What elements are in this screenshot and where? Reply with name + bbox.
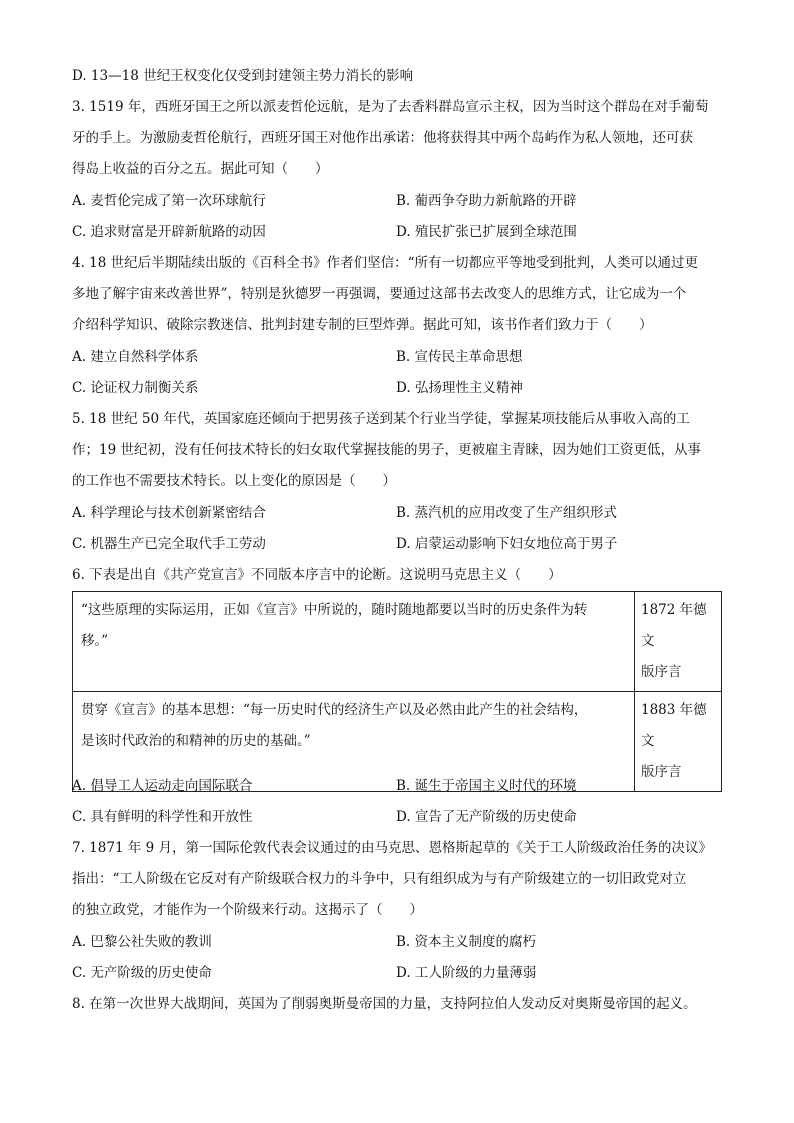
- source-line: 1872 年德文: [641, 602, 707, 649]
- q4-option-d: D. 弘扬理性主义精神: [396, 380, 523, 396]
- q5-option-b: B. 蒸汽机的应用改变了生产组织形式: [396, 505, 618, 521]
- q5-option-a: A. 科学理论与技术创新紧密结合: [72, 505, 266, 521]
- q7-stem-line-1: 7. 1871 年 9 月，第一国际伦敦代表会议通过的由马克思、恩格斯起草的《关于工人阶级政治任务的决议》: [72, 840, 712, 856]
- quote-line: 贯穿《宣言》的基本思想：“每一历史时代的经济生产以及必然由此产生的社会结构，: [81, 702, 588, 718]
- q7-option-c: C. 无产阶级的历史使命: [72, 965, 212, 981]
- q7-option-a: A. 巴黎公社失败的教训: [72, 934, 212, 950]
- q6-option-d: D. 宣告了无产阶级的历史使命: [396, 809, 577, 825]
- q6-source-table: [72, 591, 722, 792]
- q5-stem-line-1: 5. 18 世纪 50 年代，英国家庭还倾向于把男孩子送到某个行业当学徒，掌握某项技能后从事收入高的工: [72, 411, 690, 427]
- table-cell-source: [635, 692, 722, 792]
- table-cell-quote: [73, 592, 635, 692]
- q5-stem-line-3: 的工作也不需要技术特长。以上变化的原因是（ ）: [72, 473, 396, 489]
- q4-stem-line-2: 多地了解宇宙来改善世界”，特别是狄德罗一再强调，要通过这部书去改变人的思维方式，让它成为一个: [72, 286, 687, 302]
- q6-option-b: B. 诞生于帝国主义时代的环境: [396, 778, 577, 794]
- q3-option-b: B. 葡西争夺助力新航路的开辟: [396, 193, 577, 209]
- quote-line: 是该时代政治的和精神的历史的基础。”: [81, 733, 311, 749]
- q3-option-a: A. 麦哲伦完成了第一次环球航行: [72, 193, 266, 209]
- quote-line: 移。”: [81, 633, 109, 649]
- q6-stem: 6. 下表是出自《共产党宣言》不同版本序言中的论断。这说明马克思主义（ ）: [72, 567, 562, 583]
- q3-stem-line-2: 牙的手上。为激励麦哲伦航行，西班牙国王对他作出承诺：他将获得其中两个岛屿作为私人领地，还可获: [72, 130, 693, 146]
- source-line: 版序言: [641, 664, 682, 680]
- q3-option-c: C. 追求财富是开辟新航路的动因: [72, 224, 266, 240]
- q4-option-c: C. 论证权力制衡关系: [72, 380, 199, 396]
- q5-stem-line-2: 作；19 世纪初，没有任何技术特长的妇女取代掌握技能的男子，更被雇主青睐，因为她们工资更低，从事: [72, 442, 701, 458]
- q4-stem-line-3: 介绍科学知识、破除宗教迷信、批判封建专制的巨型炸弹。据此可知，该书作者们致力于（ ）: [72, 317, 653, 333]
- q8-stem-line-1: 8. 在第一次世界大战期间，英国为了削弱奥斯曼帝国的力量，支持阿拉伯人发动反对奥斯曼帝国的起义。: [72, 996, 697, 1012]
- table-cell-source: [635, 592, 722, 692]
- table-row: [73, 592, 722, 692]
- q5-option-c: C. 机器生产已完全取代手工劳动: [72, 536, 266, 552]
- source-line: 1883 年德文: [641, 702, 707, 749]
- q3-stem-line-1: 3. 1519 年，西班牙国王之所以派麦哲伦远航，是为了去香料群岛宣示主权，因为当时这个群岛在对手葡萄: [72, 99, 709, 115]
- q7-stem-line-3: 的独立政党，才能作为一个阶级来行动。这揭示了（ ）: [72, 902, 423, 918]
- source-line: 版序言: [641, 764, 682, 780]
- q6-option-a: A. 倡导工人运动走向国际联合: [72, 778, 253, 794]
- q3-option-d: D. 殖民扩张已扩展到全球范围: [396, 224, 577, 240]
- q4-option-a: A. 建立自然科学体系: [72, 349, 199, 365]
- q7-option-b: B. 资本主义制度的腐朽: [396, 934, 537, 950]
- q5-option-d: D. 启蒙运动影响下妇女地位高于男子: [396, 536, 618, 552]
- q2-option-d: D. 13—18 世纪王权变化仅受到封建领主势力消长的影响: [72, 68, 414, 84]
- q4-option-b: B. 宣传民主革命思想: [396, 349, 523, 365]
- quote-line: “这些原理的实际运用，正如《宣言》中所说的，随时随地都要以当时的历史条件为转: [81, 602, 588, 618]
- q4-stem-line-1: 4. 18 世纪后半期陆续出版的《百科全书》作者们坚信：“所有一切都应平等地受到批判，人类可以通过更: [72, 255, 699, 271]
- q6-option-c: C. 具有鲜明的科学性和开放性: [72, 809, 253, 825]
- q7-option-d: D. 工人阶级的力量薄弱: [396, 965, 537, 981]
- q3-stem-line-3: 得岛上收益的百分之五。据此可知（ ）: [72, 161, 329, 177]
- q7-stem-line-2: 指出：“工人阶级在它反对有产阶级联合权力的斗争中，只有组织成为与有产阶级建立的一切旧政党对立: [72, 871, 687, 887]
